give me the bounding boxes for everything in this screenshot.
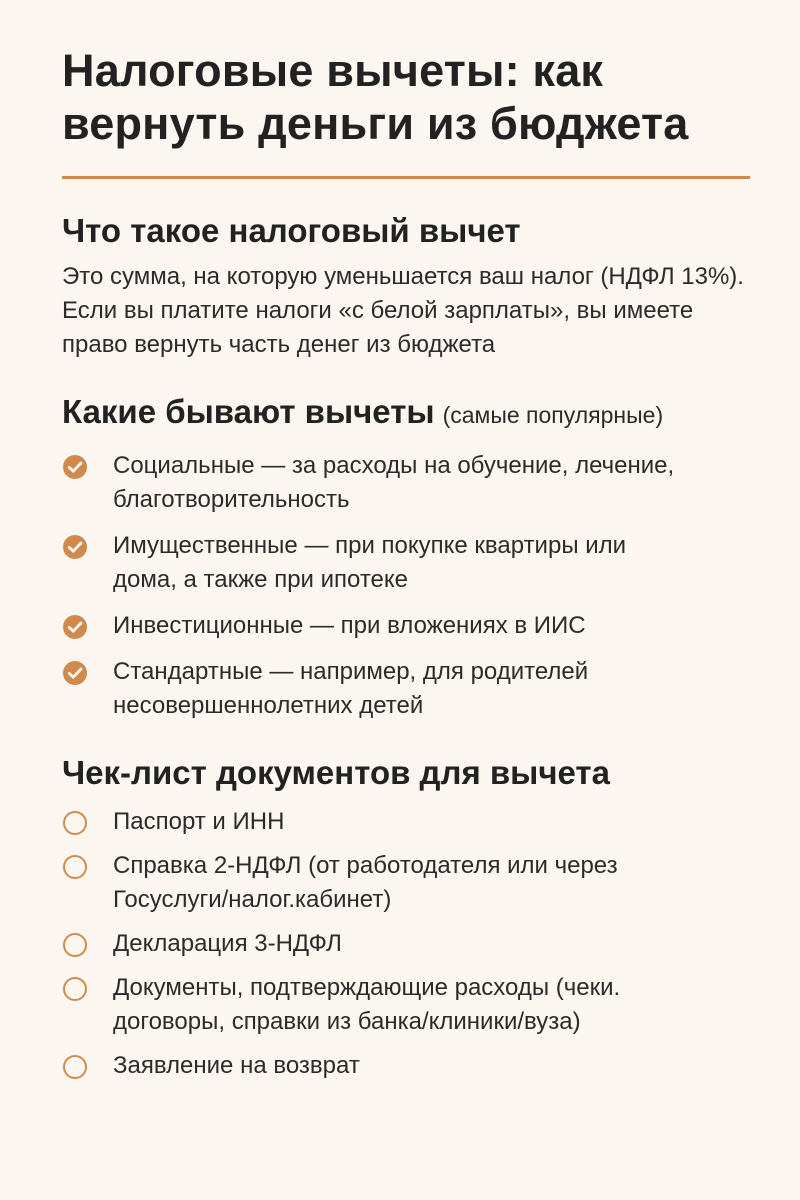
documents-checklist [62, 805, 752, 1083]
title-divider [62, 176, 750, 179]
section-what-is [62, 211, 752, 362]
deduction-types-list [62, 449, 752, 723]
list-item [62, 849, 752, 917]
section-documents-checklist [62, 753, 752, 1083]
section-heading: Чек-лист документов для вычета [62, 754, 610, 791]
empty-circle-icon [63, 933, 87, 957]
page-title: Налоговые вычеты: как вернуть деньги из бюджета [62, 45, 689, 149]
list-item-text: Декларация 3-НДФЛ [113, 930, 342, 957]
list-item [62, 609, 752, 643]
check-circle-icon [62, 660, 88, 686]
empty-circle-icon [63, 1055, 87, 1079]
empty-circle-icon [63, 855, 87, 879]
empty-circle-icon [63, 811, 87, 835]
list-item-text: Инвестиционные — при вложениях в ИИС [113, 612, 586, 639]
list-item-text: Имущественные — при покупке квартиры или дома, а также при ипотеке [113, 532, 627, 593]
list-item-text: Социальные — за расходы на обучение, лечение, благотворительность [113, 452, 675, 513]
empty-circle-icon [63, 977, 87, 1001]
list-item-text: Заявление на возврат [113, 1052, 360, 1079]
list-item-text: Паспорт и ИНН [113, 808, 285, 835]
list-item [62, 927, 752, 961]
list-item [62, 1049, 752, 1083]
check-circle-icon [62, 454, 88, 480]
list-item-text: Справка 2-НДФЛ (от работодателя или через Госуслуги/налог.кабинет) [113, 852, 618, 913]
list-item [62, 805, 752, 839]
check-circle-icon [62, 614, 88, 640]
section-paragraph: Это сумма, на которую уменьшается ваш налог (НДФЛ 13%). Если вы платите налоги «с белой зарплаты», вы имеете право вернуть часть денег из бюджета [62, 263, 744, 358]
check-circle-icon [62, 534, 88, 560]
list-item [62, 971, 752, 1039]
section-heading-note: (самые популярные) [442, 402, 664, 428]
section-heading [62, 392, 752, 435]
list-item [62, 449, 752, 517]
list-item [62, 655, 752, 723]
section-deduction-types [62, 392, 752, 723]
list-item-text: Документы, подтверждающие расходы (чеки. договоры, справки из банка/клиники/вуза) [113, 974, 621, 1035]
list-item-text: Стандартные — например, для родителей несовершеннолетних детей [113, 658, 589, 719]
list-item [62, 529, 752, 597]
section-heading-text: Какие бывают вычеты [62, 393, 435, 430]
section-heading: Что такое налоговый вычет [62, 212, 521, 249]
